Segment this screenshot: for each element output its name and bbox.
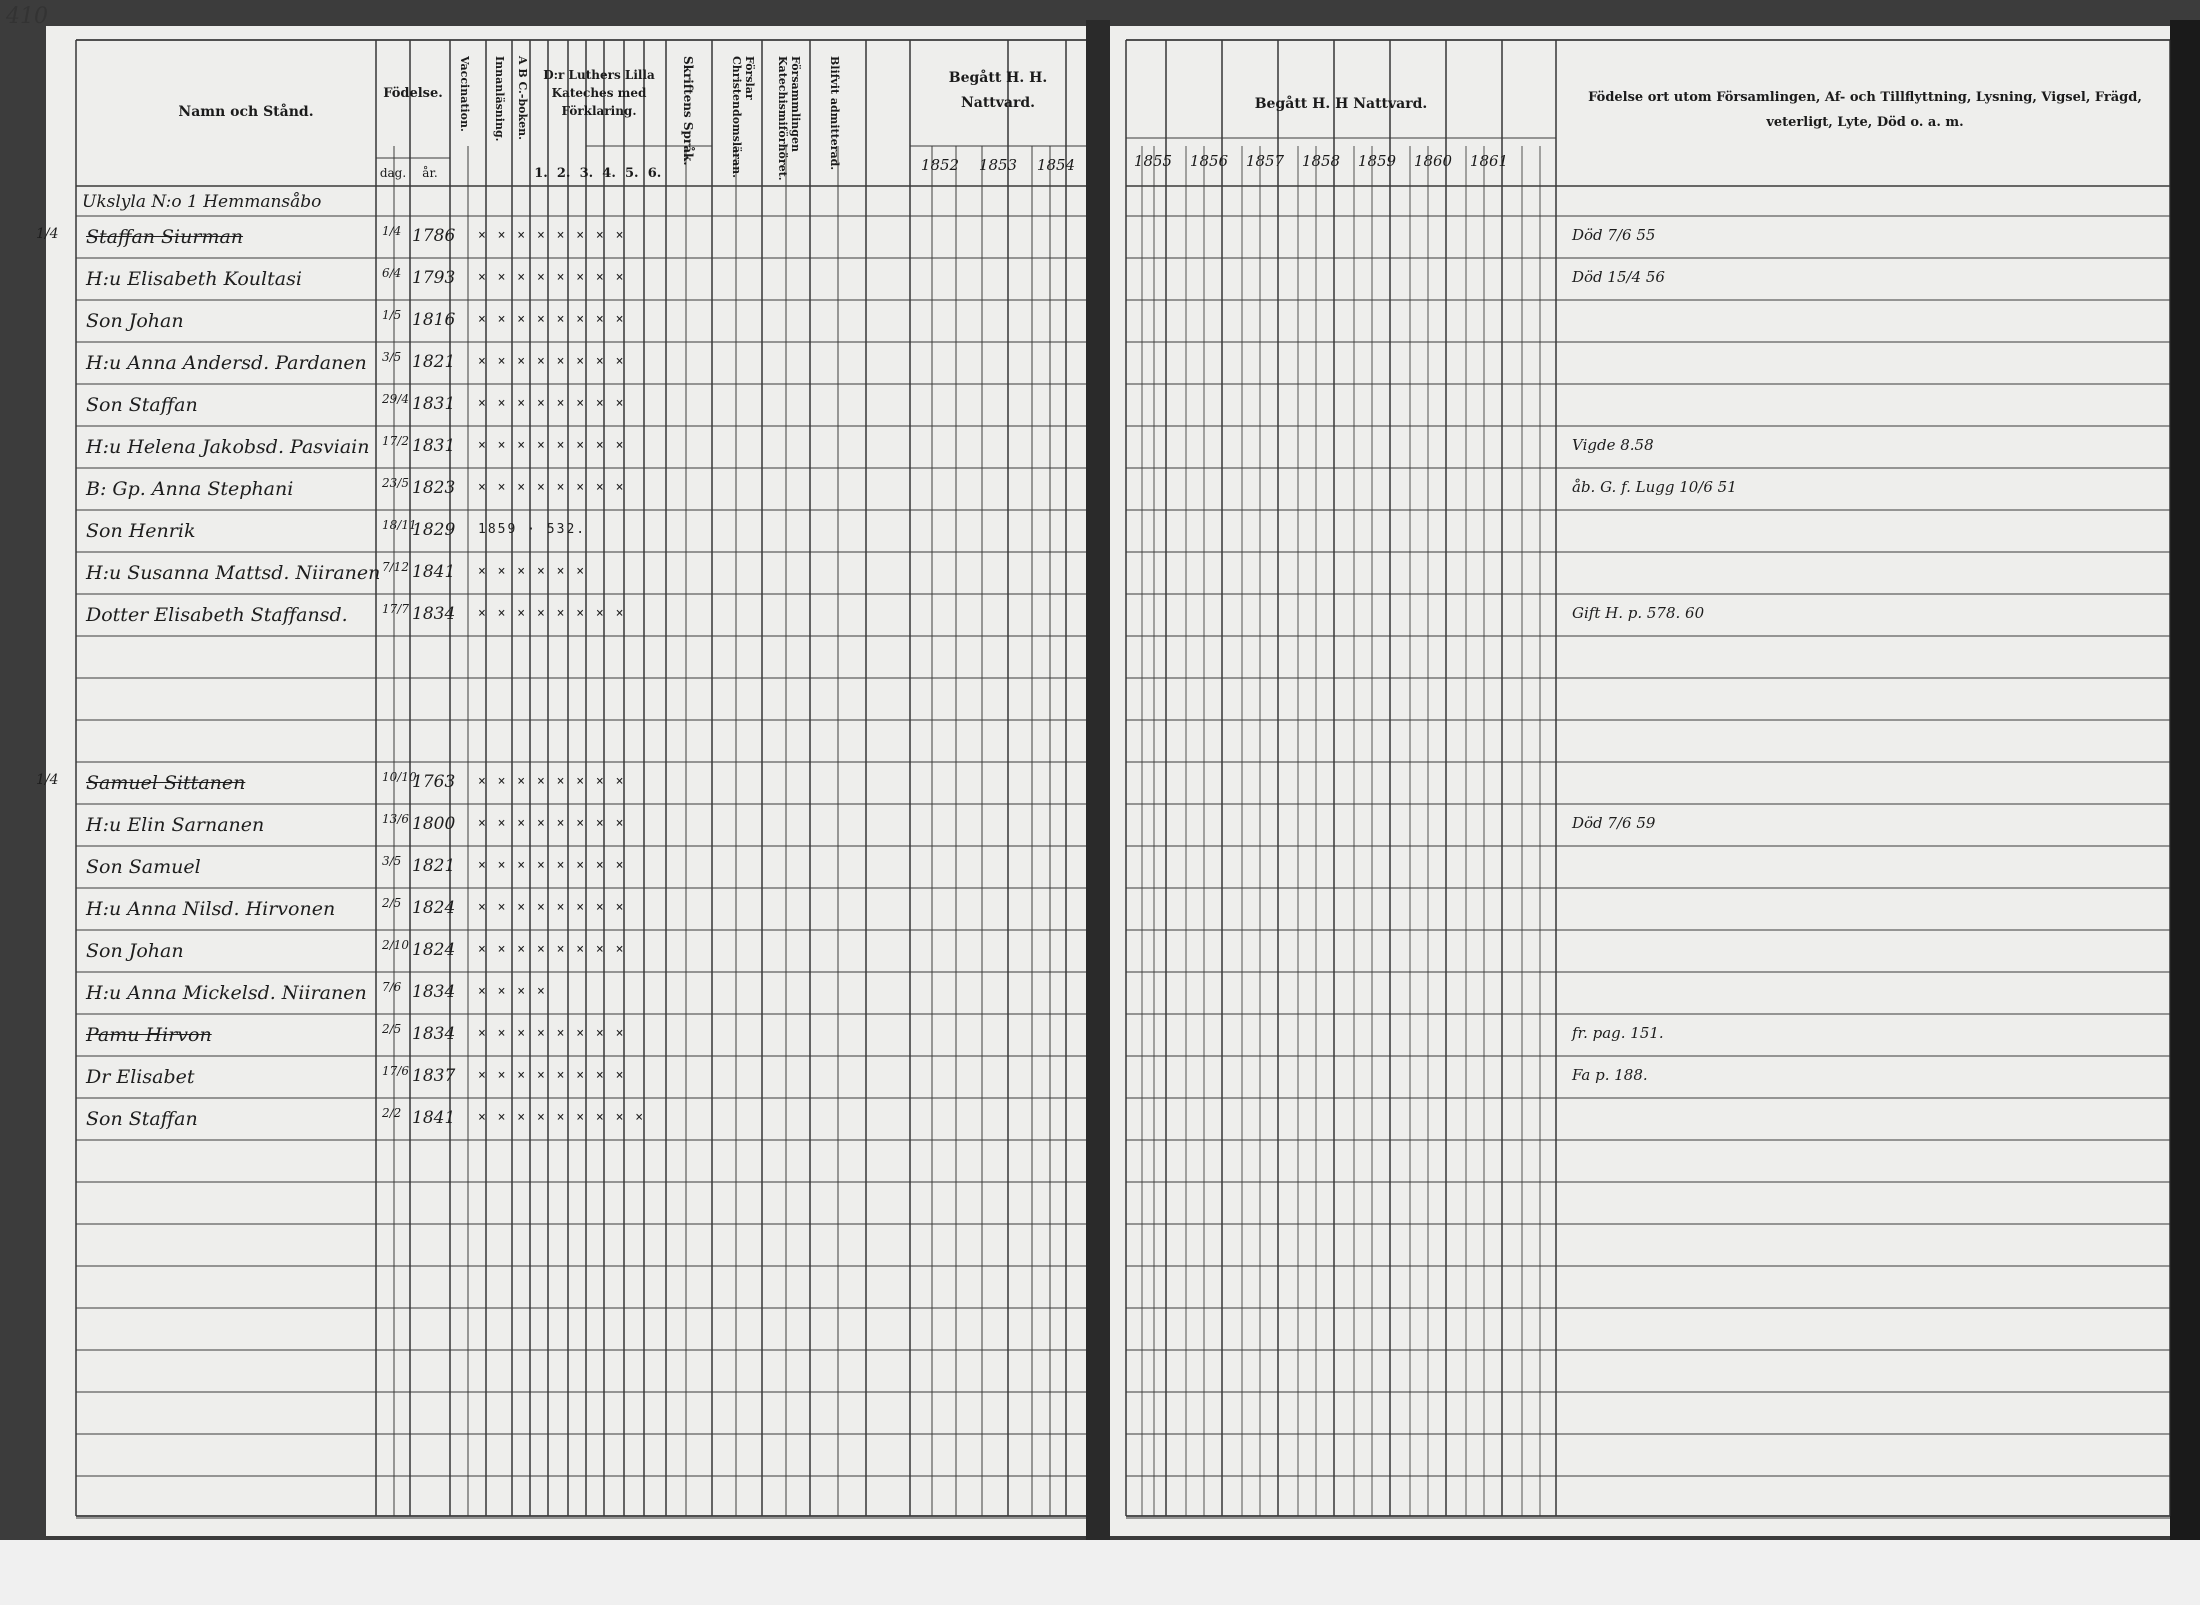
left-page: [6, 4, 1086, 1536]
birth-day: 29/4: [382, 392, 409, 406]
birth-day: 17/6: [382, 1064, 409, 1078]
catechism-marks: × × × × × × × ×: [478, 816, 626, 831]
person-name: Son Staffan: [86, 394, 198, 416]
birth-year: 1800: [412, 814, 456, 834]
birth-year: 1834: [412, 1024, 456, 1044]
birth-year: 1834: [412, 604, 456, 624]
catechism-marks: × × × × × × × ×: [478, 900, 626, 915]
household-mark: 1/4: [36, 772, 59, 788]
person-name: Samuel Sittanen: [86, 772, 246, 794]
birth-day: 7/6: [382, 980, 402, 994]
person-name: H:u Helena Jakobsd. Pasviain: [86, 436, 370, 458]
person-name: H:u Anna Nilsd. Hirvonen: [86, 898, 336, 920]
communion-year-1860: 1860: [1413, 152, 1453, 170]
birth-year: 1834: [412, 982, 456, 1002]
remark-entry: fr. pag. 151.: [1572, 1024, 1664, 1042]
person-name: H:u Susanna Mattsd. Niiranen: [86, 562, 381, 584]
person-name: Pamu Hirvon: [86, 1024, 212, 1046]
catechism-marks: × × × × × × × ×: [478, 606, 626, 621]
catechism-marks: × × × × × × × ×: [478, 312, 626, 327]
birth-day: 17/7: [382, 602, 409, 616]
birth-day: 17/2: [382, 434, 409, 448]
remark-entry: Död 7/6 59: [1572, 814, 1656, 832]
birth-year: 1821: [412, 856, 456, 876]
catechism-marks: × × × × × ×: [478, 564, 587, 579]
birth-day: 18/11: [382, 518, 417, 532]
catechism-part-2: 2.: [556, 166, 571, 181]
birth-year: 1841: [412, 562, 456, 582]
birth-day: 2/5: [382, 896, 402, 910]
catechism-marks: 1859 · 532.: [478, 522, 587, 537]
person-name: Son Staffan: [86, 1108, 198, 1130]
right-page: [1110, 26, 2170, 1536]
birth-day: 3/5: [382, 350, 402, 364]
communion-header: Begått H. H. Nattvard.: [948, 70, 1048, 112]
birth-day: 2/10: [382, 938, 409, 952]
communion-year-1856: 1856: [1189, 152, 1229, 170]
catechism-marks: × × × × × × × × ×: [478, 1110, 646, 1125]
birth-day: 10/10: [382, 770, 417, 784]
page-number: 410: [6, 4, 48, 29]
person-name: Son Samuel: [86, 856, 201, 878]
catechism-part-5: 5.: [625, 166, 639, 181]
birth-day: 1/5: [382, 308, 402, 322]
catechism-marks: × × × × × × × ×: [478, 942, 626, 957]
birth-year: 1841: [412, 1108, 456, 1128]
catechism-marks: × × × × × × × ×: [478, 858, 626, 873]
person-name: B: Gp. Anna Stephani: [86, 478, 294, 500]
person-name: Son Johan: [86, 310, 184, 332]
vaccination-header: Vaccination.: [458, 56, 471, 132]
birth-day: 2/5: [382, 1022, 402, 1036]
person-name: Son Johan: [86, 940, 184, 962]
catechism-part-3: 3.: [579, 166, 594, 181]
book-spine: [1086, 20, 1110, 1540]
birth-year: 1831: [412, 436, 456, 456]
catechism-header: D:r Luthers Lilla Kateches med Förklaring.: [543, 68, 655, 118]
catechism-marks: × × × × × × × ×: [478, 774, 626, 789]
confirmation-header: Försammlingen Katechismiförhöret.: [776, 56, 802, 181]
person-name: Son Henrik: [86, 520, 196, 542]
catechism-marks: × × × ×: [478, 984, 547, 999]
remark-entry: Fa p. 188.: [1572, 1066, 1648, 1084]
birth-year-header: år.: [422, 166, 438, 180]
birth-day: 2/2: [382, 1106, 402, 1120]
abc-book-header: A B C.-boken.: [516, 56, 529, 140]
catechism-marks: × × × × × × × ×: [478, 438, 626, 453]
birth-year: 1763: [412, 772, 456, 792]
birth-year: 1816: [412, 310, 456, 330]
communion-year-1861: 1861: [1469, 152, 1509, 170]
right-ruled-grid: [1110, 26, 2170, 1536]
birth-day-header: dag.: [379, 166, 407, 180]
communion-year-1852: 1852: [920, 156, 960, 174]
communion-year-1854: 1854: [1036, 156, 1076, 174]
birth-year: 1793: [412, 268, 456, 288]
person-name: H:u Anna Andersd. Pardanen: [86, 352, 367, 374]
person-name: H:u Elisabeth Koultasi: [86, 268, 302, 290]
name-column-header: Namn och Stånd.: [178, 104, 314, 120]
catechism-marks: × × × × × × × ×: [478, 480, 626, 495]
remark-entry: Vigde 8.58: [1572, 436, 1654, 454]
person-name: H:u Anna Mickelsd. Niiranen: [86, 982, 367, 1004]
communion-year-1857: 1857: [1245, 152, 1285, 170]
person-name: H:u Elin Sarnanen: [86, 814, 265, 836]
birth-year: 1821: [412, 352, 456, 372]
remark-entry: Död 7/6 55: [1572, 226, 1656, 244]
birth-year: 1823: [412, 478, 456, 498]
catechism-marks: × × × × × × × ×: [478, 228, 626, 243]
birth-day: 6/4: [382, 266, 402, 280]
birth-day: 7/12: [382, 560, 409, 574]
remark-entry: åb. G. f. Lugg 10/6 51: [1572, 478, 1737, 496]
communion-year-1853: 1853: [978, 156, 1018, 174]
communion-year-1859: 1859: [1357, 152, 1397, 170]
birth-year: 1831: [412, 394, 456, 414]
communion-year-1858: 1858: [1301, 152, 1341, 170]
admitted-header: Blifvit admitterad.: [828, 56, 841, 171]
scripture-header: Skriftens Språk.: [681, 56, 695, 166]
catechism-marks: × × × × × × × ×: [478, 1026, 626, 1041]
birth-day: 23/5: [382, 476, 409, 490]
person-name: Dr Elisabet: [86, 1066, 195, 1088]
reading-header: Innanläsning.: [493, 56, 506, 142]
remark-entry: Gift H. p. 578. 60: [1572, 604, 1705, 622]
household-mark: 1/4: [36, 226, 59, 242]
catechism-part-4: 4.: [602, 166, 616, 181]
communion-year-1855: 1855: [1133, 152, 1173, 170]
person-name: Staffan Siurman: [86, 226, 244, 248]
communion-header-right: Begått H. H Nattvard.: [1254, 96, 1428, 112]
remarks-header: Födelse ort utom Församlingen, Af- och Tillflyttning, Lysning, Vigsel, Frägd, veterligt, Lyte, Död o. a. m.: [1588, 90, 2142, 130]
person-name: Dotter Elisabeth Staffansd.: [86, 604, 348, 626]
catechism-marks: × × × × × × × ×: [478, 396, 626, 411]
household-header: Ukslyla N:o 1 Hemmansåbo: [82, 192, 322, 212]
catechism-part-6: 6.: [647, 166, 662, 181]
book-edge: [2170, 20, 2200, 1540]
birth-year: 1829: [412, 520, 456, 540]
remark-entry: Död 15/4 56: [1572, 268, 1665, 286]
catechism-part-1: 1.: [534, 166, 548, 181]
bottom-shadow: [0, 1540, 2200, 1605]
birth-day: 1/4: [382, 224, 402, 238]
birth-year: 1786: [412, 226, 456, 246]
catechism-marks: × × × × × × × ×: [478, 354, 626, 369]
catechism-marks: × × × × × × × ×: [478, 1068, 626, 1083]
catechism-marks: × × × × × × × ×: [478, 270, 626, 285]
birth-day: 13/6: [382, 812, 409, 826]
birth-year: 1837: [412, 1066, 456, 1086]
birth-year: 1824: [412, 940, 456, 960]
birth-day: 3/5: [382, 854, 402, 868]
christian-doctrine-header: Förslar Christendomsläran.: [730, 56, 756, 178]
birth-header: Födelse.: [383, 86, 443, 101]
birth-year: 1824: [412, 898, 456, 918]
